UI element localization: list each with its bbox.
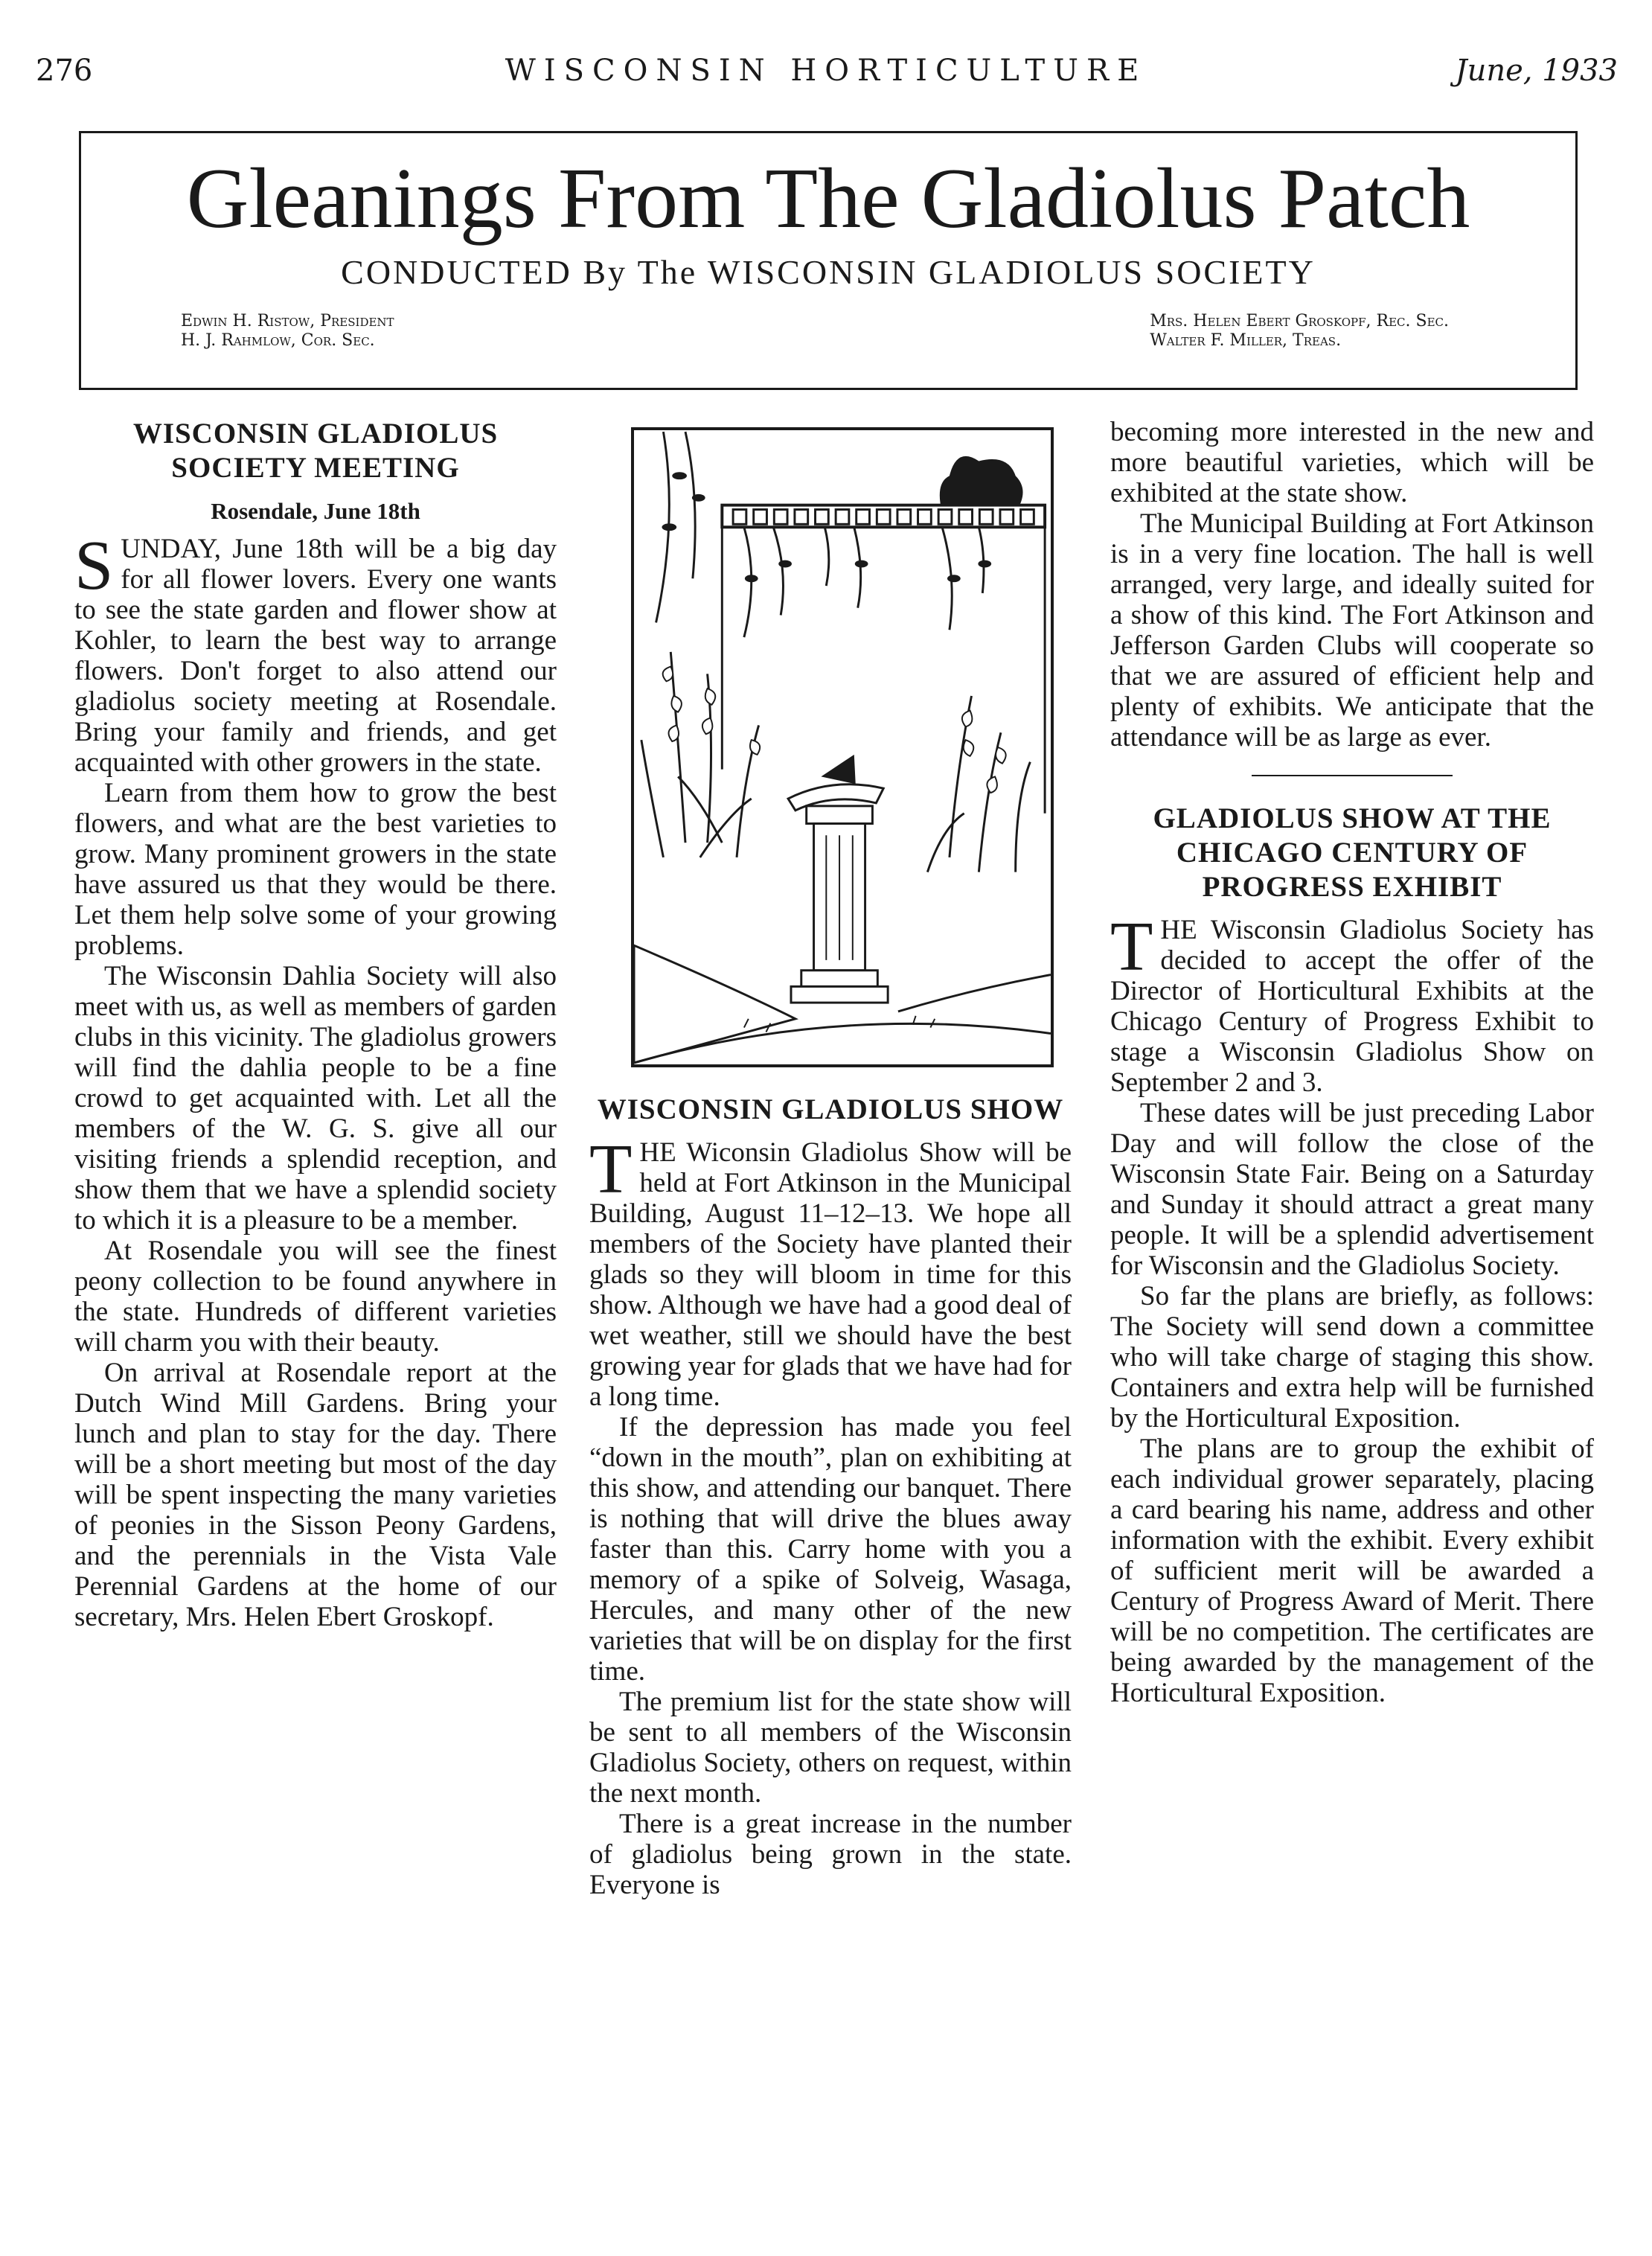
running-head bbox=[0, 54, 1652, 98]
officers-right bbox=[1150, 312, 1449, 351]
show-heading: WISCONSIN GLADIOLUS SHOW bbox=[597, 1093, 1064, 1125]
drop-cap: T bbox=[1110, 908, 1153, 985]
sundial-illustration bbox=[631, 427, 1054, 1067]
officers-left bbox=[181, 312, 394, 351]
chicago-paragraph: The plans are to group the exhibit of each individual grower separately, placing a card bearing his name, address and other information with the exhibit. Every exhibit of sufficient merit will be awarded a Century of Progress Award of Merit. There will be no competition. The certificates are being awarded by the management of the Horticultural Exposition. bbox=[1110, 1434, 1594, 1708]
meeting-heading: WISCONSIN GLADIOLUS SOCIETY MEETING bbox=[132, 418, 499, 484]
garden-sundial-drawing bbox=[634, 430, 1051, 1064]
chicago-paragraph: THE Wisconsin Gladiolus Society has decided to accept the offer of the Director of Horticultural Exhibits at the Chicago Century of Progress Exhibit to stage a Wisconsin Gladiolus Show on September 2 and 3. bbox=[1110, 908, 1594, 1098]
meeting-paragraph: The Wisconsin Dahlia Society will also meet with us, as well as members of garden clubs in this vicinity. The gladiolus growers will find the dahlia people to be a fine crowd to get acquainted with. Let all the members of the W. G. S. give all our visiting friends a splendid reception, and show them that we have a splendid society to which it is a pleasure to be a member. bbox=[74, 961, 557, 1236]
meeting-article bbox=[74, 417, 557, 1632]
officer-rec-sec: Mrs. Helen Ebert Groskopf, Rec. Sec. bbox=[1150, 312, 1449, 330]
page-number: 276 bbox=[36, 54, 93, 88]
journal-title: WISCONSIN HORTICULTURE bbox=[505, 54, 1147, 88]
officer-president: Edwin H. Ristow, President bbox=[181, 312, 394, 330]
department-header bbox=[79, 131, 1578, 390]
drop-cap: T bbox=[589, 1131, 633, 1208]
department-subtitle: CONDUCTED By The WISCONSIN GLADIOLUS SOCIETY bbox=[341, 253, 1316, 291]
meeting-paragraph: Learn from them how to grow the best flowers, and what are the best varieties to grow. Many prominent growers in the state have assured us that they would be there. Let them help solve some of your growing problems. bbox=[74, 778, 557, 961]
show-paragraph: There is a great increase in the number of gladiolus being grown in the state. Everyone is bbox=[589, 1809, 1072, 1900]
chicago-paragraph: These dates will be just preceding Labor Day and will follow the close of the Wisconsin State Fair. Being on a Saturday and Sunday it should attract a great many people. It will be a splendid advertisement for Wisconsin and the Gladiolus Society. bbox=[1110, 1098, 1594, 1281]
third-column bbox=[1110, 417, 1594, 1708]
department-title: Gleanings From The Gladiolus Patch bbox=[186, 151, 1470, 246]
show-paragraph: The premium list for the state show will be sent to all members of the Wisconsin Gladiolus Society, others on request, within the next month. bbox=[589, 1687, 1072, 1809]
meeting-dateline: Rosendale, June 18th bbox=[211, 498, 420, 524]
show-paragraph: THE Wiconsin Gladiolus Show will be held at Fort Atkinson in the Municipal Building, August 11–12–13. We hope all members of the Society have planted their glads so they will bloom in time for this show. Although we have had a good deal of wet weather, still we should have the best growing year for glads that we have had for a long time. bbox=[589, 1131, 1072, 1412]
chicago-heading: GLADIOLUS SHOW AT THE CHICAGO CENTURY OF PROGRESS EXHIBIT bbox=[1153, 802, 1552, 903]
show-continuation: The Municipal Building at Fort Atkinson is in a very fine location. The hall is well arranged, very large, and ideally suited for a show of this kind. The Fort Atkinson and Jefferson Garden Clubs will cooperate so that we are assured of efficient help and plenty of exhibits. We anticipate that the attendance will be as large as ever. bbox=[1110, 508, 1594, 752]
officer-treasurer: Walter F. Miller, Treas. bbox=[1150, 331, 1342, 350]
chicago-paragraph: So far the plans are briefly, as follows: The Society will send down a committee who will take charge of staging this show. Containers and extra help will be furnished by the Horticultural Exposition. bbox=[1110, 1281, 1594, 1434]
show-paragraph: If the depression has made you feel “down in the mouth”, plan on exhibiting at this show, and attending our banquet. There is nothing that will drive the blues away faster than this. Carry home with you a memory of a spike of Solveig, Wasaga, Hercules, and many other of the new varieties that will be on display for the first time. bbox=[589, 1412, 1072, 1687]
meeting-paragraph: At Rosendale you will see the finest peony collection to be found anywhere in the state. Hundreds of different varieties will charm you with their beauty. bbox=[74, 1236, 557, 1358]
meeting-paragraph: On arrival at Rosendale report at the Dutch Wind Mill Gardens. Bring your lunch and plan to stay for the day. There will be a short meeting but most of the day will be spent inspecting the many varieties of peonies in the Sisson Peony Gardens, and the perennials in the Vista Vale Perennial Gardens at the home of our secretary, Mrs. Helen Ebert Groskopf. bbox=[74, 1358, 557, 1632]
show-article bbox=[589, 1093, 1072, 1900]
officer-cor-sec: H. J. Rahmlow, Cor. Sec. bbox=[181, 331, 375, 350]
meeting-paragraph: SUNDAY, June 18th will be a big day for all flower lovers. Every one wants to see the state garden and flower show at Kohler, to learn the best way to arrange flowers. Don't forget to also attend our gladiolus society meeting at Rosendale. Bring your family and friends, and get acquainted with other growers in the state. bbox=[74, 527, 557, 778]
show-continuation: becoming more interested in the new and more beautiful varieties, which will be exhibited at the state show. bbox=[1110, 417, 1594, 508]
issue-date: June, 1933 bbox=[1455, 54, 1618, 88]
drop-cap: S bbox=[74, 527, 114, 604]
section-divider bbox=[1252, 775, 1453, 776]
